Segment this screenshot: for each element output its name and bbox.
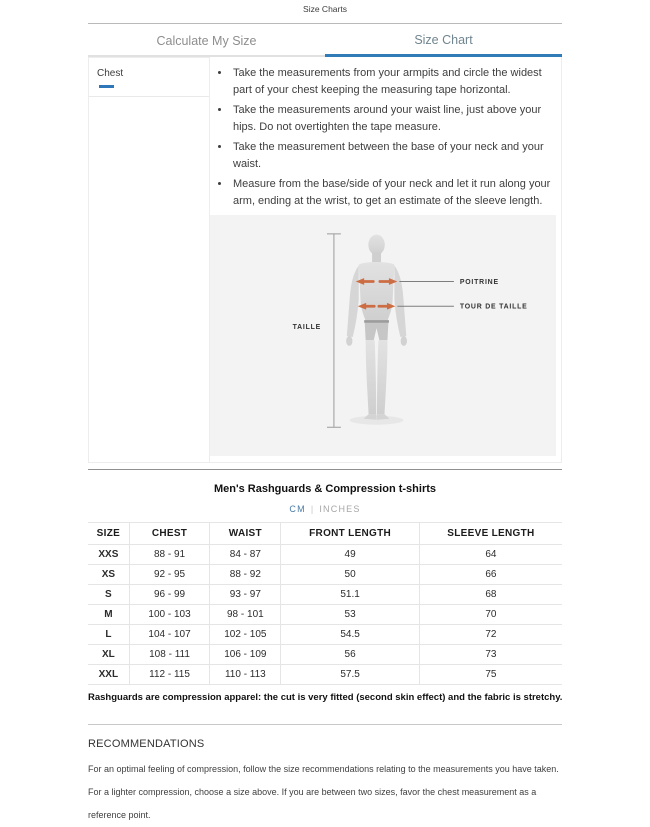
height-label: TAILLE [292,324,322,332]
value-cell: 68 [419,585,562,605]
value-cell: 73 [419,645,562,665]
measurement-figure [210,215,556,456]
value-cell: 49 [281,545,419,565]
value-cell: 72 [419,625,562,645]
waist-label: TOUR DE TAILLE [459,303,528,311]
chest-label: POITRINE [459,278,499,286]
col-chest: CHEST [129,523,210,545]
value-cell: 88 - 92 [210,565,281,585]
tab-calculate-my-size[interactable]: Calculate My Size [88,25,325,57]
mannequin-figure [210,215,556,456]
table-row [88,625,562,645]
value-cell: 50 [281,565,419,585]
size-cell: M [88,605,129,625]
value-cell: 112 - 115 [129,665,210,685]
unit-toggle [88,504,562,514]
unit-cm[interactable]: CM [289,504,306,514]
table-row [88,565,562,585]
value-cell: 98 - 101 [210,605,281,625]
recommendations-divider [88,724,562,725]
value-cell: 104 - 107 [129,625,210,645]
value-cell: 54.5 [281,625,419,645]
size-cell: L [88,625,129,645]
instruction-list [210,65,556,210]
size-table [88,522,562,685]
table-row [88,645,562,665]
col-sleeve-length: SLEEVE LENGTH [419,523,562,545]
value-cell: 70 [419,605,562,625]
active-indicator [99,85,114,88]
size-table-title: Men's Rashguards & Compression t-shirts [213,483,437,495]
section-divider [88,469,562,470]
instruction-item: • Measure from the base/side of your neck and let it run along your arm, ending at the wrist, to get an estimate of the sleeve length. [231,176,556,210]
value-cell: 106 - 109 [210,645,281,665]
value-cell: 66 [419,565,562,585]
value-cell: 92 - 95 [129,565,210,585]
height-bracket [327,234,341,427]
tab-size-chart[interactable]: Size Chart [325,24,562,57]
size-cell: XL [88,645,129,665]
compression-note: Rashguards are compression apparel: the cut is very fitted (second skin effect) and the fabric is stretchy. [88,692,563,703]
table-row [88,605,562,625]
tab-panel [88,57,562,463]
size-cell: S [88,585,129,605]
table-row [88,545,562,565]
unit-inches[interactable]: INCHES [319,504,361,514]
size-chart-container [88,23,562,827]
col-waist: WAIST [210,523,281,545]
value-cell: 110 - 113 [210,665,281,685]
value-cell: 96 - 99 [129,585,210,605]
col-size: SIZE [88,523,129,545]
instructions-content [210,57,561,462]
mannequin-body [346,235,407,420]
measurement-sidebar [89,57,210,462]
value-cell: 57.5 [281,665,419,685]
value-cell: 75 [419,665,562,685]
recommendations-body: For an optimal feeling of compression, follow the size recommendations relating to the measurements you have taken. For a lighter compression, choose a size above. If you are between two sizes, favor the chest measurement as a reference point. [88,764,559,820]
sidebar-item-chest[interactable] [89,58,209,97]
size-table-body [88,545,562,685]
recommendations-heading: RECOMMENDATIONS [88,738,205,750]
value-cell: 102 - 105 [210,625,281,645]
size-cell: XS [88,565,129,585]
value-cell: 93 - 97 [210,585,281,605]
value-cell: 84 - 87 [210,545,281,565]
value-cell: 53 [281,605,419,625]
sidebar-item-label: Chest [97,68,124,79]
table-row [88,665,562,685]
size-cell: XXS [88,545,129,565]
instruction-item: • Take the measurement between the base of your neck and your waist. [231,139,556,173]
value-cell: 56 [281,645,419,665]
size-cell: XXL [88,665,129,685]
col-front-length: FRONT LENGTH [281,523,419,545]
table-header-row [88,523,562,545]
page-title: Size Charts [303,4,347,14]
instruction-item: • Take the measurements from your armpits and circle the widest part of your chest keeping the measuring tape horizontal. [231,65,556,99]
instruction-item: • Take the measurements around your waist line, just above your hips. Do not overtighten the tape measure. [231,102,556,136]
value-cell: 108 - 111 [129,645,210,665]
unit-separator: | [310,504,315,514]
value-cell: 64 [419,545,562,565]
floor-shadow [350,416,404,425]
tab-bar [88,24,562,57]
value-cell: 51.1 [281,585,419,605]
table-row [88,585,562,605]
value-cell: 100 - 103 [129,605,210,625]
value-cell: 88 - 91 [129,545,210,565]
